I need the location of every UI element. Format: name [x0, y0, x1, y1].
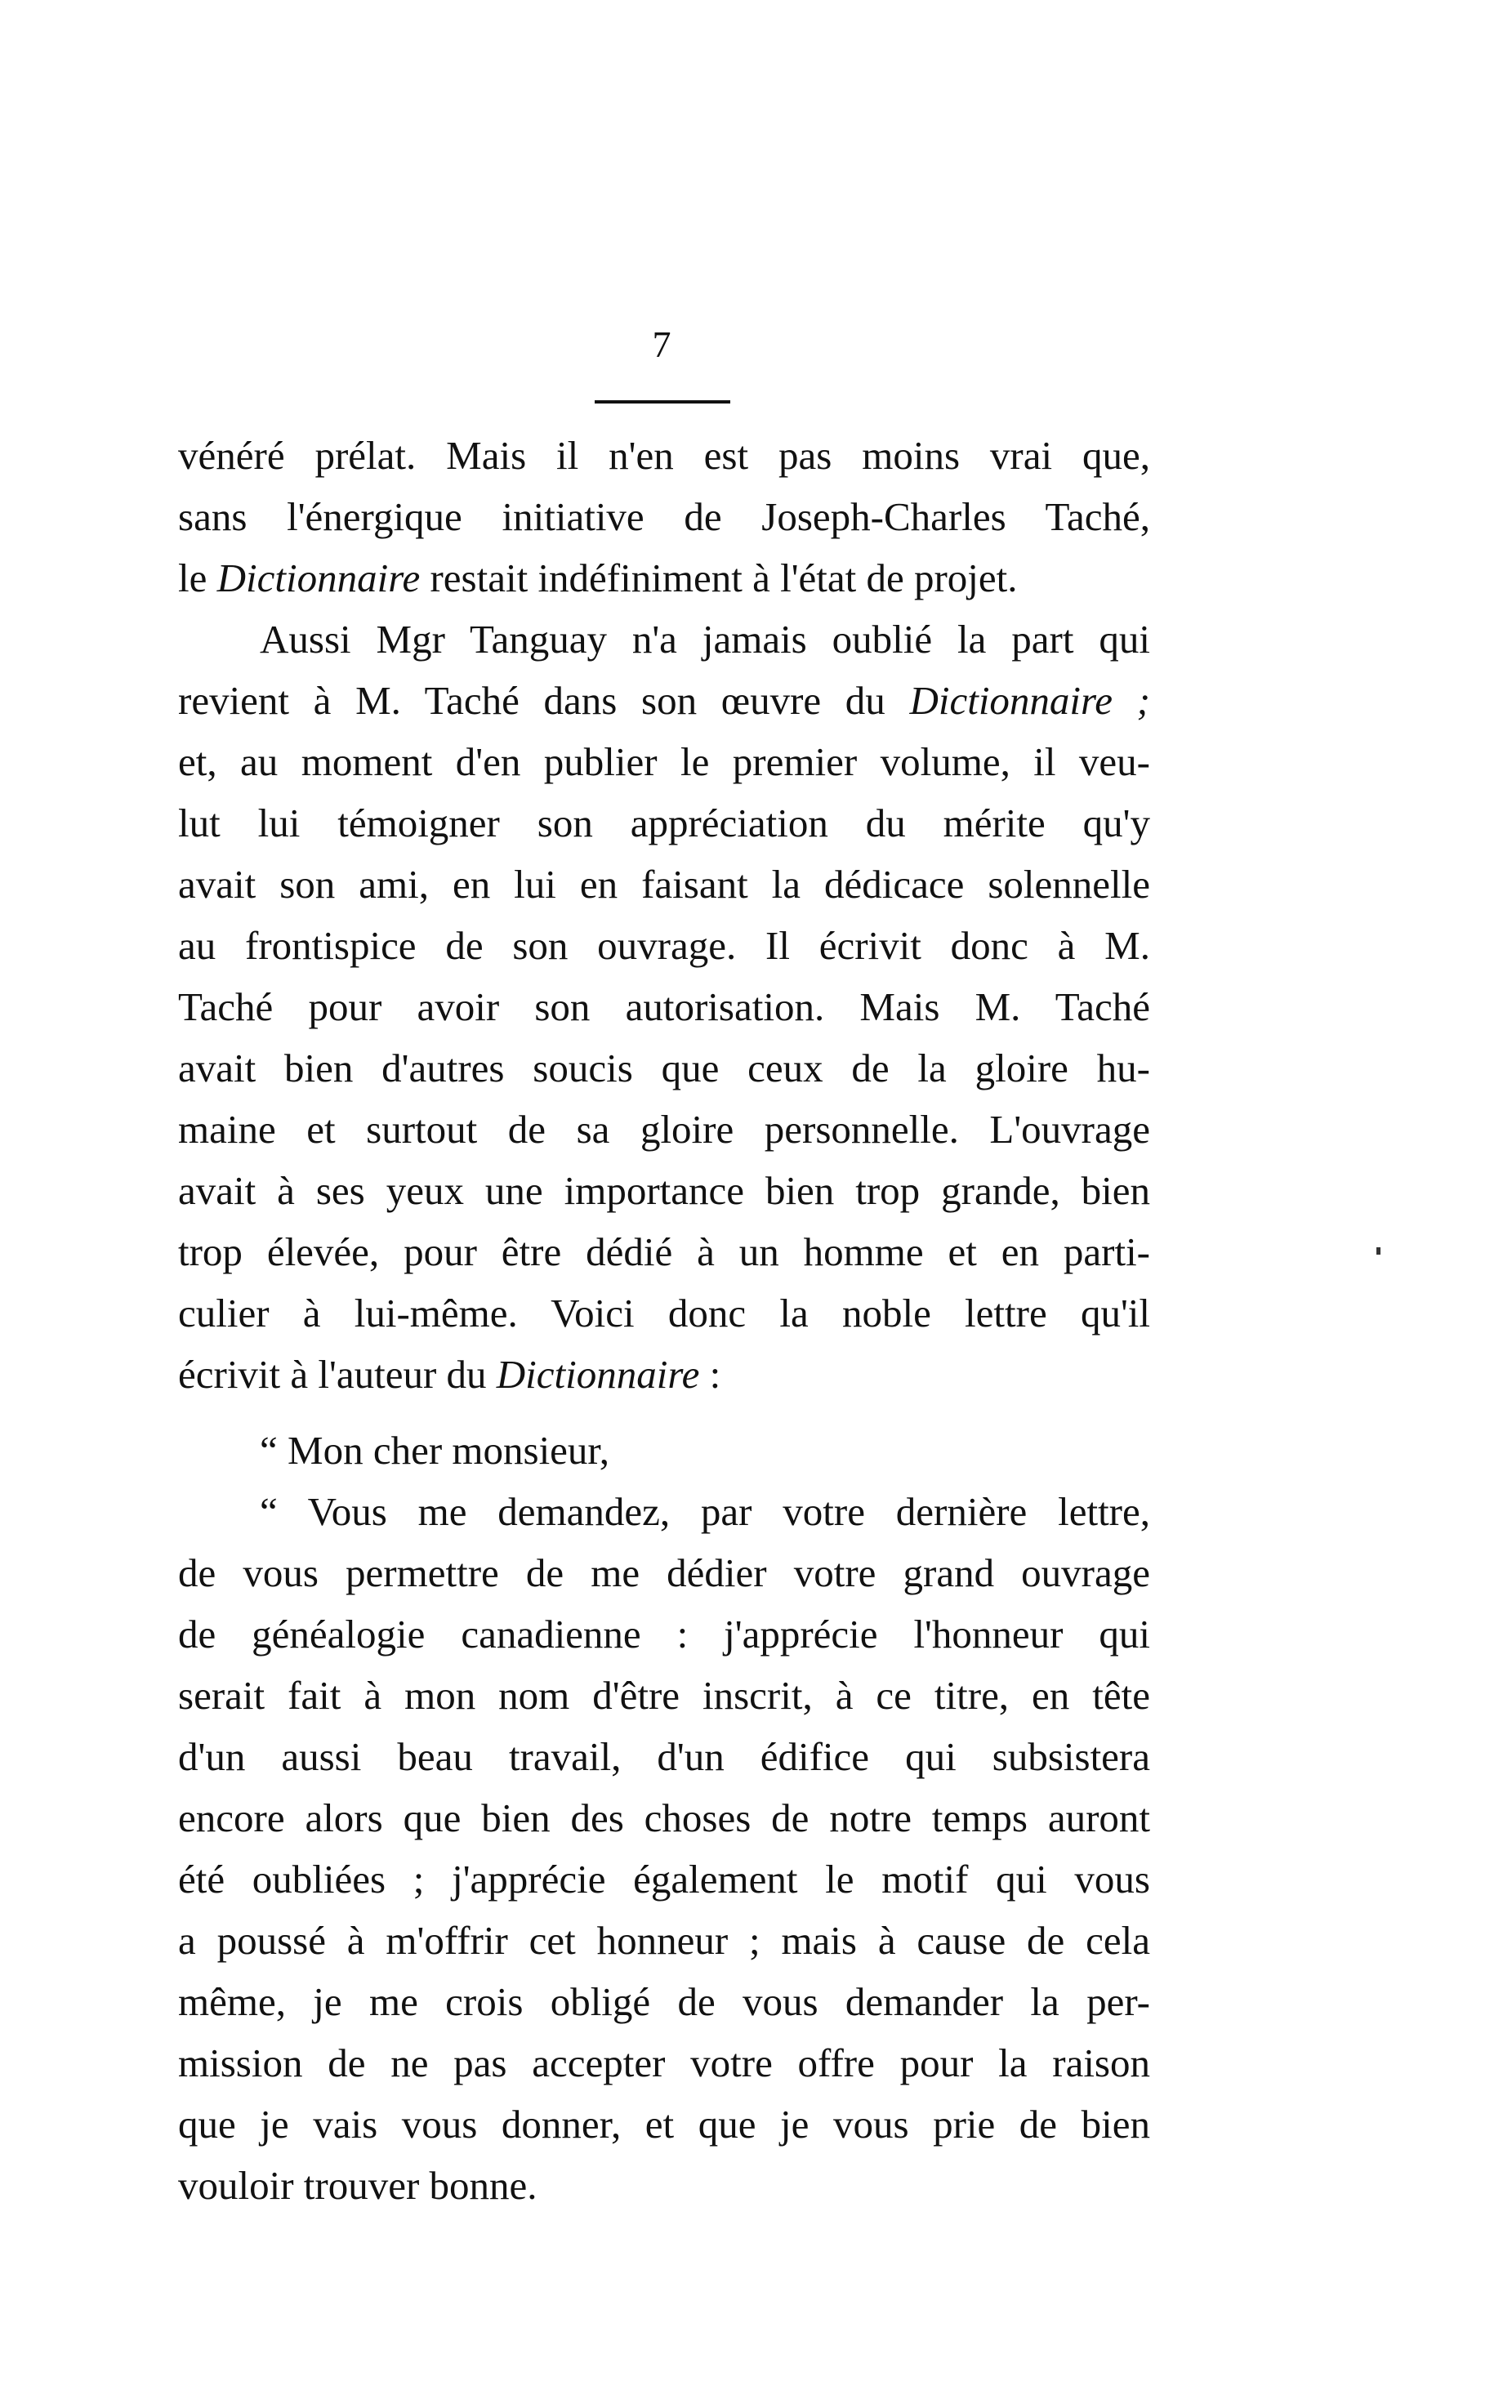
text-line: serait fait à mon nom d'être inscrit, à ce titre, en tête: [178, 1673, 1150, 1718]
page-number: 7: [652, 323, 671, 365]
text-line: au frontispice de son ouvrage. Il écrivit donc à M.: [178, 923, 1150, 968]
text-line: que je vais vous donner, et que je vous prie de bien: [178, 2102, 1150, 2147]
body-text: [178, 425, 1150, 2216]
text-line: culier à lui-même. Voici donc la noble lettre qu'il: [178, 1291, 1150, 1336]
text-line: Aussi Mgr Tanguay n'a jamais oublié la part qui: [260, 617, 1150, 662]
text-line: avait à ses yeux une importance bien trop grande, bien: [178, 1168, 1150, 1213]
text-line: mission de ne pas accepter votre offre pour la raison: [178, 2040, 1150, 2085]
text-line: trop élevée, pour être dédié à un homme et en parti-: [178, 1229, 1150, 1274]
text-line: a poussé à m'offrir cet honneur ; mais à cause de cela: [178, 1918, 1150, 1963]
text-line: maine et surtout de sa gloire personnelle. L'ouvrage: [178, 1107, 1150, 1152]
paragraph-1: [178, 425, 1150, 609]
text-line: d'un aussi beau travail, d'un édifice qui subsistera: [178, 1734, 1150, 1779]
paragraph-2: [178, 609, 1150, 1405]
stray-ink-mark: [1376, 1247, 1380, 1255]
letter-body: [178, 1481, 1150, 2216]
header-rule: [595, 400, 730, 404]
italic-title: Dictionnaire: [216, 555, 421, 600]
text-line: écrivit à l'auteur du Dictionnaire :: [178, 1352, 721, 1397]
text-line: et, au moment d'en publier le premier volume, il veu-: [178, 739, 1150, 784]
text-line: “ Vous me demandez, par votre dernière lettre,: [260, 1489, 1150, 1534]
text-line: de généalogie canadienne : j'apprécie l'honneur qui: [178, 1612, 1150, 1657]
text-line: le Dictionnaire restait indéfiniment à l'état de projet.: [178, 555, 1018, 600]
letter-salutation: [178, 1420, 1150, 1481]
text-line: Taché pour avoir son autorisation. Mais M. Taché: [178, 984, 1150, 1029]
text-line: même, je me crois obligé de vous demander la per-: [178, 1979, 1150, 2024]
text-line: revient à M. Taché dans son œuvre du Dictionnaire ;: [178, 678, 1150, 723]
text-line: encore alors que bien des choses de notre temps auront: [178, 1795, 1150, 1840]
italic-title: Dictionnaire: [496, 1352, 700, 1397]
text-line: avait bien d'autres soucis que ceux de la gloire hu-: [178, 1046, 1150, 1090]
text-line: sans l'énergique initiative de Joseph-Charles Taché,: [178, 494, 1150, 539]
text-line: “ Mon cher monsieur,: [260, 1428, 610, 1473]
text-line: vouloir trouver bonne.: [178, 2163, 537, 2208]
text-line: avait son ami, en lui en faisant la dédicace solennelle: [178, 862, 1150, 907]
italic-title: Dictionnaire ;: [909, 678, 1150, 723]
text-line: vénéré prélat. Mais il n'en est pas moins vrai que,: [178, 433, 1150, 478]
text-line: été oubliées ; j'apprécie également le motif qui vous: [178, 1857, 1150, 1902]
text-line: de vous permettre de me dédier votre grand ouvrage: [178, 1550, 1150, 1595]
text-line: lut lui témoigner son appréciation du mérite qu'y: [178, 800, 1150, 845]
